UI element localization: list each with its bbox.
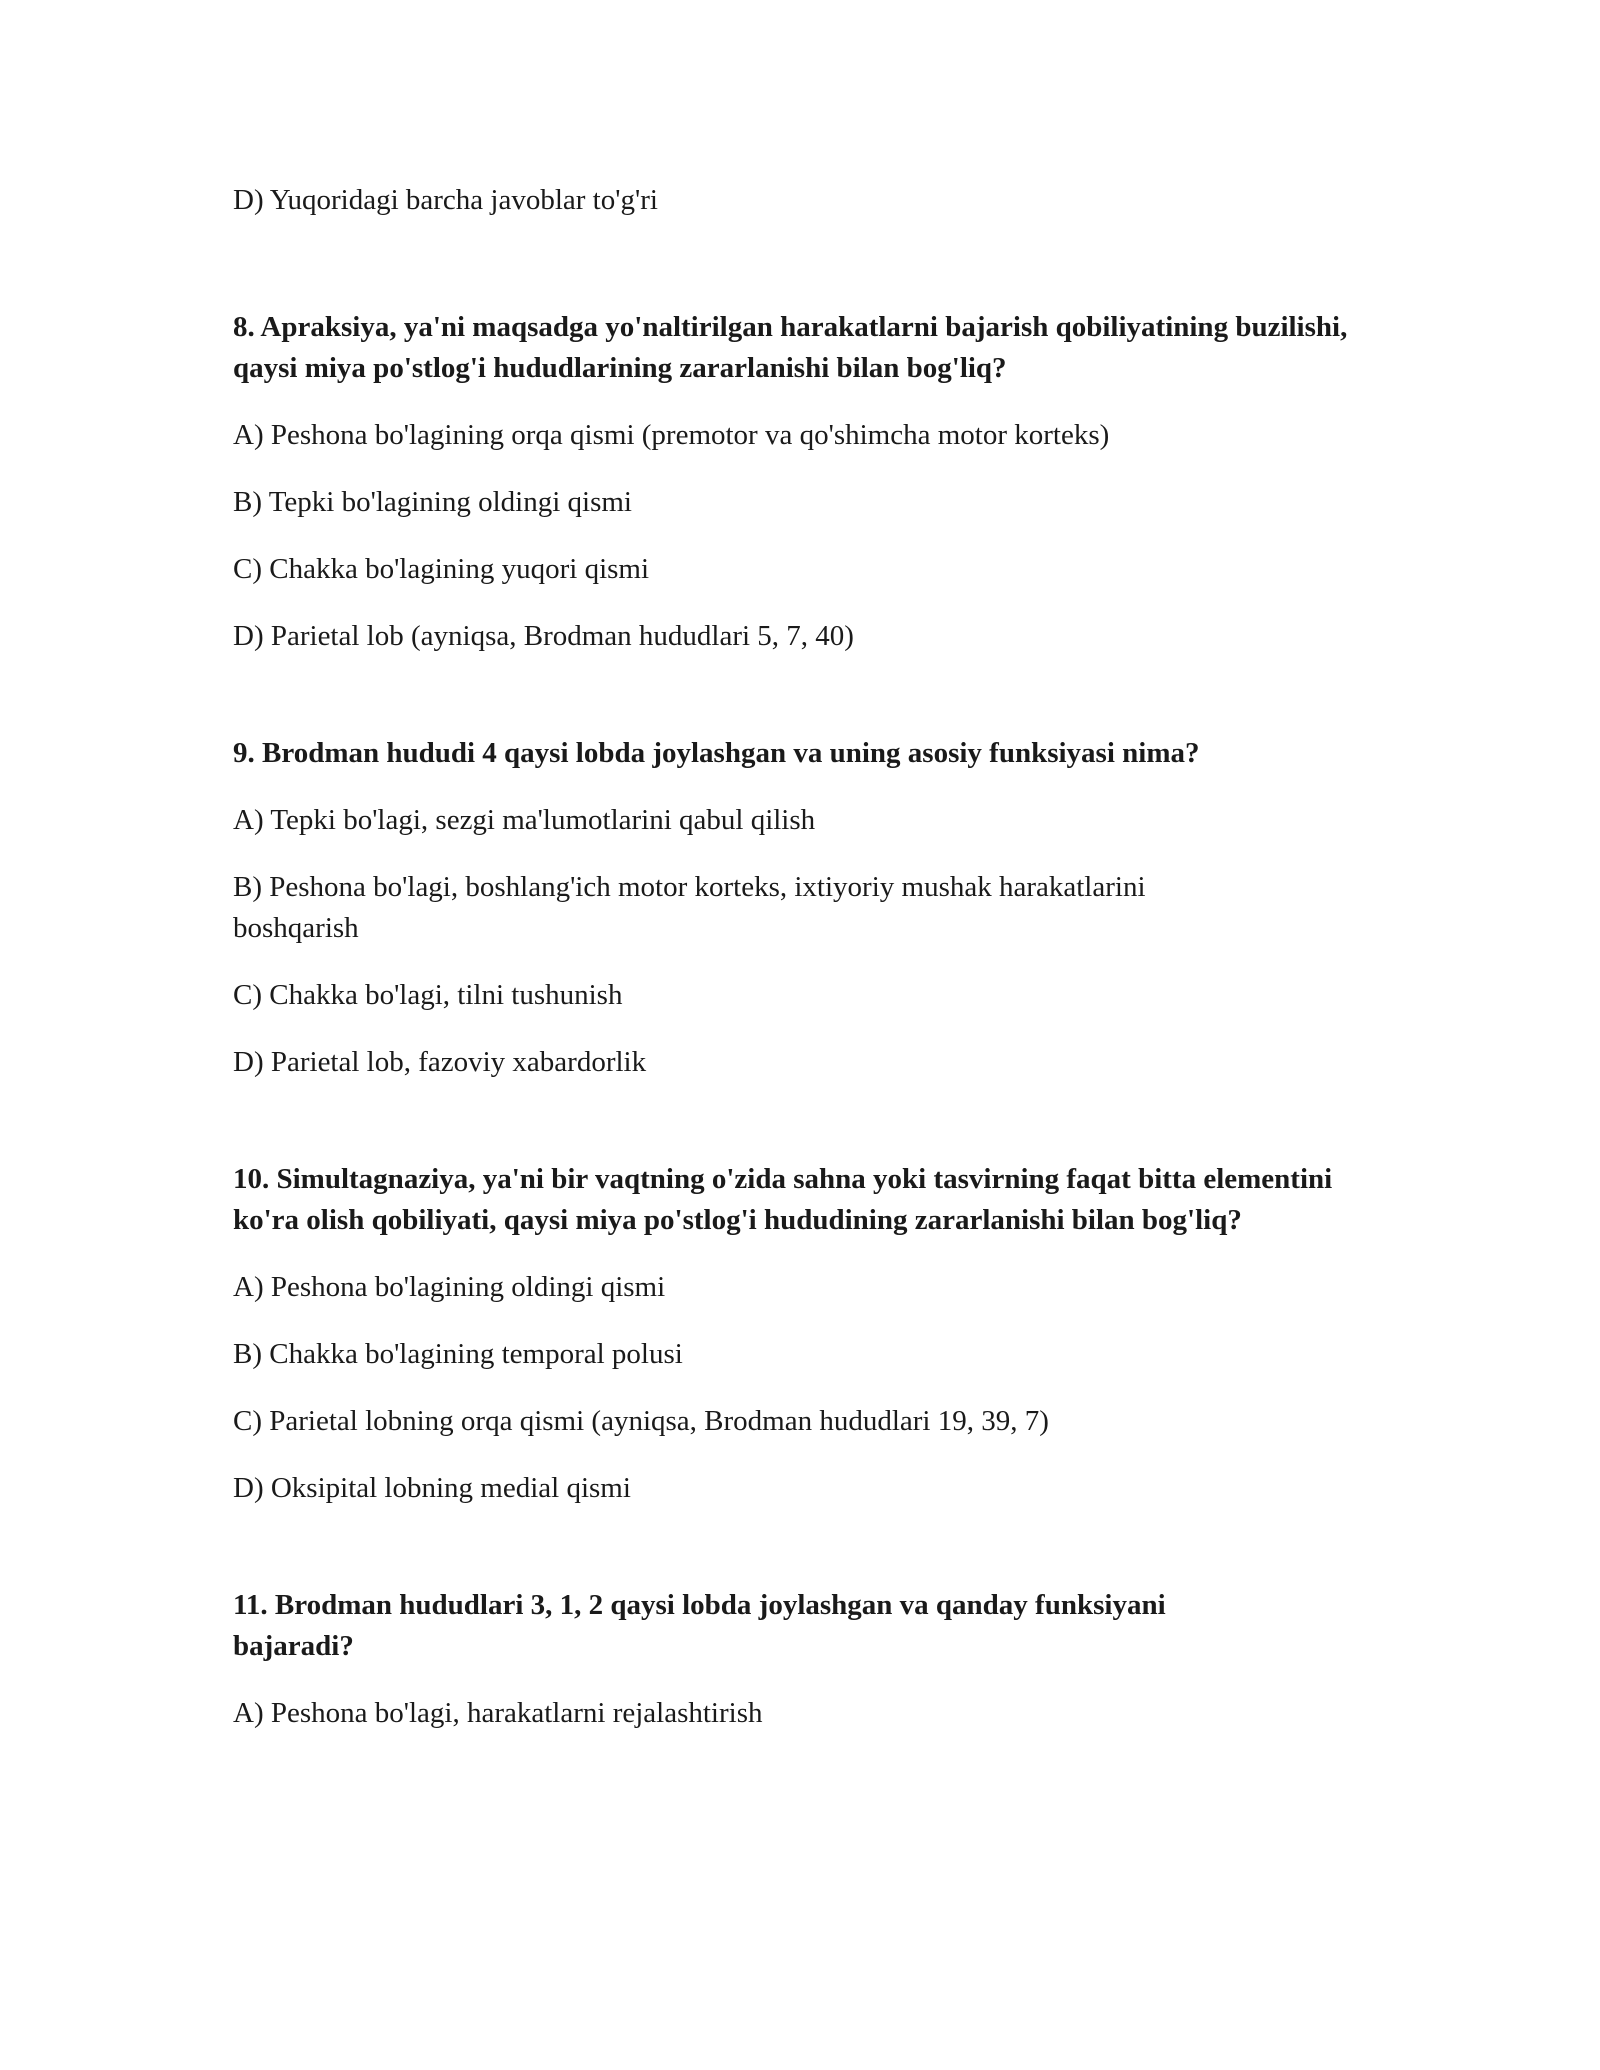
- question-10: [233, 1159, 1383, 1509]
- option-b: B) Peshona bo'lagi, boshlang'ich motor korteks, ixtiyoriy mushak harakatlarini boshqarish: [233, 871, 1146, 944]
- option-a: A) Peshona bo'lagining orqa qismi (premotor va qo'shimcha motor korteks): [233, 419, 1110, 451]
- option-a: A) Peshona bo'lagining oldingi qismi: [233, 1271, 666, 1303]
- option-b: B) Chakka bo'lagining temporal polusi: [233, 1338, 683, 1370]
- question-title: 11. Brodman hududlari 3, 1, 2 qaysi lobda joylashgan va qanday funksiyani bajaradi?: [233, 1589, 1166, 1662]
- option-c: C) Chakka bo'lagining yuqori qismi: [233, 553, 650, 585]
- option-b: B) Tepki bo'lagining oldingi qismi: [233, 486, 632, 518]
- option-a: A) Tepki bo'lagi, sezgi ma'lumotlarini qabul qilish: [233, 804, 816, 836]
- question-title: 8. Apraksiya, ya'ni maqsadga yo'naltirilgan harakatlarni bajarish qobiliyatining buzilishi, qaysi miya po'stlog'i hududlarining zararlanishi bilan bog'liq?: [233, 311, 1348, 384]
- option-a: A) Peshona bo'lagi, harakatlarni rejalashtirish: [233, 1697, 763, 1729]
- document-page: [233, 180, 1383, 1734]
- question-11: [233, 1585, 1383, 1734]
- question-9: [233, 733, 1383, 1083]
- option-d: D) Oksipital lobning medial qismi: [233, 1472, 631, 1504]
- option-d: D) Parietal lob (ayniqsa, Brodman hududlari 5, 7, 40): [233, 620, 854, 652]
- option-c: C) Parietal lobning orqa qismi (ayniqsa, Brodman hududlari 19, 39, 7): [233, 1405, 1049, 1437]
- option-d: D) Parietal lob, fazoviy xabardorlik: [233, 1046, 647, 1078]
- question-8: [233, 307, 1383, 657]
- question-title: 9. Brodman hududi 4 qaysi lobda joylashgan va uning asosiy funksiyasi nima?: [233, 737, 1200, 769]
- question-title: 10. Simultagnaziya, ya'ni bir vaqtning o'zida sahna yoki tasvirning faqat bitta elementini ko'ra olish qobiliyati, qaysi miya po'stlog'i hududining zararlanishi bilan bog'liq?: [233, 1163, 1333, 1236]
- lead-option: D) Yuqoridagi barcha javoblar to'g'ri: [233, 184, 658, 216]
- option-c: C) Chakka bo'lagi, tilni tushunish: [233, 979, 623, 1011]
